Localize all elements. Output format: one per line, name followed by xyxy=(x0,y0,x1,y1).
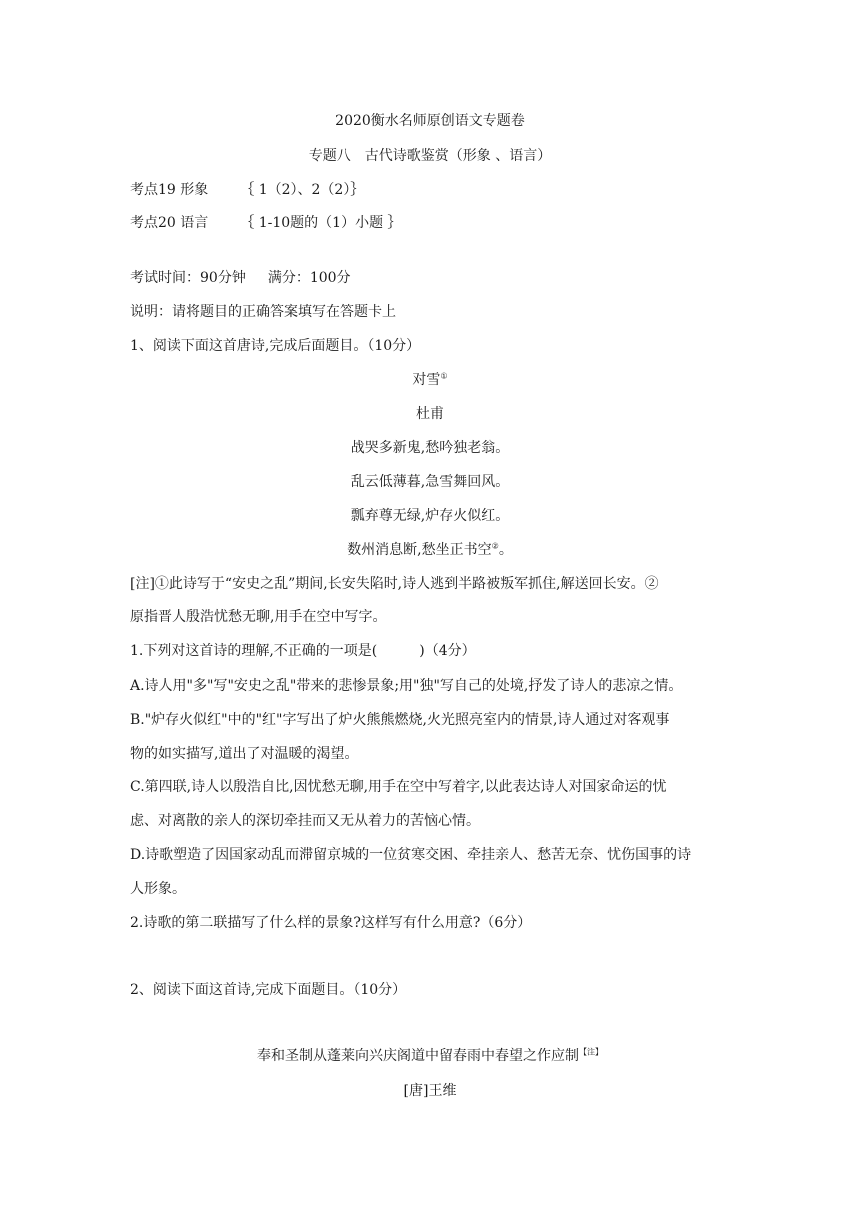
poem1-title xyxy=(0,370,860,390)
poem1-author: 杜甫 xyxy=(416,406,444,422)
poem1-line-4-text: 数州消息断,愁坐正书空 xyxy=(347,542,492,558)
q1-option-d-line2: 人形象。 xyxy=(130,881,186,897)
topic-19 xyxy=(130,180,364,200)
q1-option-b-line2: 物的如实描写,道出了对温暖的渴望。 xyxy=(130,746,359,762)
q1-stem: 1.下列对这首诗的理解,不正确的一项是( )（4分） xyxy=(130,643,476,659)
section2-prompt: 2、阅读下面这首诗,完成下面题目。（10分） xyxy=(130,982,407,998)
poem1-title-note: ① xyxy=(440,371,448,381)
q1-option-d-line1: D.诗歌塑造了因国家动乱而滞留京城的一位贫寒交困、牵挂亲人、愁苦无奈、忧伤国事的诗 xyxy=(130,847,692,863)
poem1-line-1: 战哭多新鬼,愁吟独老翁。 xyxy=(350,440,510,456)
q1-option-a: A.诗人用"多"写"安史之乱"带来的悲惨景象;用"独"写自己的处境,抒发了诗人的悲凉之情。 xyxy=(130,678,683,694)
q2-stem: 2.诗歌的第二联描写了什么样的景象?这样写有什么用意?（6分） xyxy=(130,915,532,931)
poem2-author: [唐]王维 xyxy=(403,1083,457,1099)
topic-19-scope: ｛ 1（2）、2（2）｝ xyxy=(240,182,365,198)
topic-20-scope: ｛ 1-10题的（1）小题 ｝ xyxy=(240,215,402,231)
poem1-title-text: 对雪 xyxy=(412,372,441,388)
exam-note: 说明：请将题目的正确答案填写在答题卡上 xyxy=(130,304,396,320)
doc-title: 2020衡水名师原创语文专题卷 xyxy=(335,113,525,129)
annotation-line-2: 原指晋人殷浩忧愁无聊,用手在空中写字。 xyxy=(130,609,387,625)
poem2-title-note: 【注】 xyxy=(579,1047,603,1057)
q1-option-c-line2: 虑、对离散的亲人的深切牵挂而又无从着力的苦恼心情。 xyxy=(130,813,480,829)
topic-20 xyxy=(130,213,402,233)
poem1-line-4-end: 。 xyxy=(498,542,513,558)
poem1-line-4-note: ② xyxy=(491,541,499,551)
exam-score: 满分：100分 xyxy=(267,270,351,286)
exam-time: 考试时间：90分钟 xyxy=(130,270,246,286)
exam-info xyxy=(130,268,351,288)
section1-prompt: 1、阅读下面这首唐诗,完成后面题目。（10分） xyxy=(130,338,421,354)
topic-20-label: 考点20 语言 xyxy=(130,215,209,231)
poem1-line-2: 乱云低薄暮,急雪舞回风。 xyxy=(350,474,510,490)
topic-19-label: 考点19 形象 xyxy=(130,182,209,198)
doc-subtitle: 专题八 古代诗歌鉴赏（形象 、语言） xyxy=(308,148,552,164)
poem2-title-text: 奉和圣制从蓬莱向兴庆阁道中留春雨中春望之作应制 xyxy=(257,1048,579,1064)
poem1-line-4 xyxy=(0,540,860,560)
poem2-title xyxy=(0,1046,860,1066)
annotation-line-1: [注]①此诗写于“安史之乱”期间,长安失陷时,诗人逃到半路被叛军抓住,解送回长安。② xyxy=(130,576,659,592)
q1-option-c-line1: C.第四联,诗人以殷浩自比,因忧愁无聊,用手在空中写着字,以此表达诗人对国家命运的忧 xyxy=(130,779,667,795)
q1-option-b-line1: B."炉存火似红"中的"红"字写出了炉火熊熊燃烧,火光照亮室内的情景,诗人通过对客观事 xyxy=(130,712,670,728)
poem1-line-3: 瓢弃尊无绿,炉存火似红。 xyxy=(350,508,510,524)
